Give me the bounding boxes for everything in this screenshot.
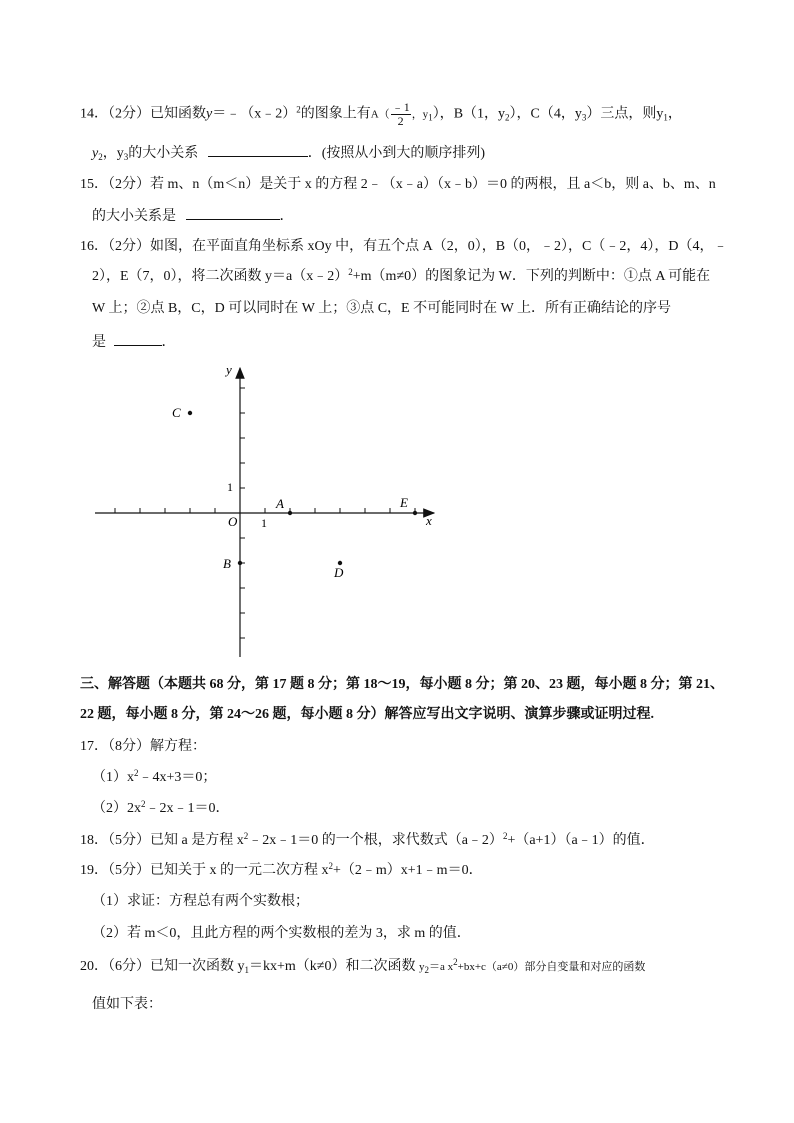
q18-line: 18．（5分）已知 a 是方程 $x^2﹣2x﹣1=0$ 的一个根，求代数式（a﹣2）$^2$+（a+1）（a﹣1）的值．: [80, 831, 655, 848]
q17-title: 17．（8分）解方程：: [80, 739, 206, 754]
fraction-neg-half: $\frac{﹣1}{2}$: [391, 100, 410, 128]
q17-part2: $(2)2x^2﹣2x﹣1=0$．: [92, 799, 230, 816]
q20-line2: 值如下表：: [92, 997, 162, 1012]
q14-line1: 14．（2分）已知函数y＝﹣（x﹣2）$^2$的图象上有A（ $\frac{﹣1}{2}$ ，$y_1$），B（1，$y_2$），C（4，$y_3$）三点，则$y_1$，: [80, 100, 682, 128]
point-a: [288, 511, 292, 515]
origin-label: O: [228, 514, 238, 529]
point-e: [413, 511, 417, 515]
graph-points: [172, 405, 417, 580]
q14-line2: $y_2$，$y_3$的大小关系 ．(按照从小到大的顺序排列): [92, 143, 485, 163]
q17-part1: $(1)x^2﹣4x+3=0$；: [92, 768, 217, 785]
q19-part2: （2）若 m＜0，且此方程的两个实数根的差为 3，求 m 的值．: [92, 926, 471, 941]
point-label-c: C: [172, 405, 181, 420]
q20-line1: 20．（6分）已知一次函数 $y_1=kx+m(k\ne 0)$和二次函数 $y_2=a$ $x^2+bx+c(a\ne 0)$部分自变量和对应的函数: [80, 957, 646, 975]
x-tick-label: 1: [261, 516, 267, 530]
point-c: [188, 411, 192, 415]
section3-line1: 三、解答题（本题共 68 分，第 17 题 8 分；第 18～19，每小题 8 分；第 20、23 题，每小题 8 分；第 21、: [80, 677, 724, 692]
q16-line4: 是 ．: [92, 332, 176, 352]
y-axis-label: y: [226, 362, 232, 377]
point-label-e: E: [400, 495, 408, 510]
q16-line1: 16．（2分）如图，在平面直角坐标系 xOy 中，有五个点 A（2，0），B（0，﹣2），C（﹣2，4），D（4，﹣: [80, 239, 728, 254]
point-b: [238, 561, 242, 565]
point-label-b: B: [223, 556, 231, 571]
q19-line: 19．（5分）已知关于 x 的一元二次方程 $x^2+(2﹣m)x+1﹣m=0$．: [80, 861, 483, 878]
point-label-a: A: [276, 496, 284, 511]
q19-part1: （1）求证：方程总有两个实数根；: [92, 894, 309, 909]
point-label-d: D: [334, 565, 344, 580]
y-tick-label: 1: [227, 480, 233, 494]
q16-line3: W 上；②点 B，C，D 可以同时在 W 上；③点 C，E 不可能同时在 W 上．所有正确结论的序号: [92, 301, 672, 316]
section3-line2: 22 题，每小题 8 分，第 24～26 题，每小题 8 分）解答应写出文字说明、演算步骤或证明过程.: [80, 707, 654, 722]
q16-line2: 2），E（7，0），将二次函数 y＝a（x﹣2）$^2$+m（m≠0）的图象记为 W．下列的判断中：①点 A 可能在: [92, 267, 711, 284]
q15-line1: 15．（2分）若 m、n（m＜n）是关于 x 的方程 2﹣（x﹣a）（x﹣b）＝0 的两根，且 a＜b，则 a、b、m、n: [80, 177, 716, 192]
x-axis-label: x: [426, 513, 432, 528]
q15-line2: 的大小关系是 ．: [92, 206, 294, 226]
